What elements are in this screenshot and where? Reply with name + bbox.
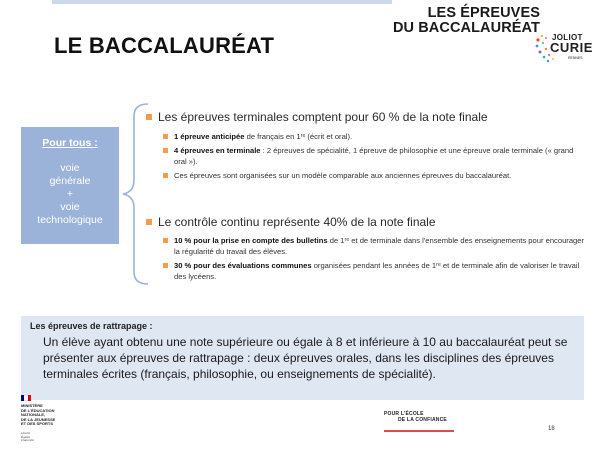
bullet-square-icon [163,134,168,139]
audience-line: + [66,188,74,200]
rattrapage-title: Les épreuves de rattrapage : [30,321,153,331]
page-number: 18 [548,426,555,432]
audience-box [21,127,119,244]
republic-motto: Liberté Égalité Fraternité [21,431,34,442]
logo-text-rennes: RENNES [568,56,583,60]
corner-title [393,6,540,36]
ministry-logo [21,395,81,445]
section-terminales-title: Les épreuves terminales comptent pour 60 % de la note finale [146,110,586,125]
section-terminales [146,110,586,181]
ecole-confiance-logo [384,411,464,433]
audience-line: voie [60,201,80,213]
rattrapage-body: Un élève ayant obtenu une note supérieure ou égale à 8 et inférieure à 10 au baccalauréat peut se présenter aux épreuves de rattrapage : deux épreuves orales, dans les disciplines des épreuves terminales écrites (français, philosophie, ou enseignements de spécialité). [43,335,568,381]
audience-line: générale [49,175,91,187]
bullet-square-icon [163,173,168,178]
rattrapage-panel [21,316,584,400]
list-item: Ces épreuves sont organisées sur un modèle comparable aux anciennes épreuves du baccalauréat. [146,170,586,181]
bullet-square-icon [146,114,152,120]
logo-text-curie: CURIE [550,40,593,55]
ecole-line2: DE LA CONFIANCE [398,417,447,423]
bullet-square-icon [163,148,168,153]
bullet-square-icon [163,238,168,243]
audience-heading: Pour tous : [42,137,98,149]
joliot-curie-logo [534,30,592,66]
audience-line: voie [60,162,80,174]
list-item: 1 épreuve anticipée de français en 1ʳᵉ (écrit et oral). [146,131,586,142]
bullet-square-icon [163,263,168,268]
list-item: 30 % pour des évaluations communes organisées pendant les années de 1ʳᵉ et de terminale afin de valoriser le travail des lycéens. [146,260,586,282]
logo-text-joliot: JOLIOT [552,33,583,42]
top-decorative-bar [52,0,392,4]
ecole-underline [384,430,454,432]
audience-line: technologique [37,214,103,226]
corner-title-line1: LES ÉPREUVES [427,5,540,21]
list-item: 4 épreuves en terminale : 2 épreuves de spécialité, 1 épreuve de philosophie et une épreuve orale terminale (« grand oral »). [146,145,586,167]
section-controle-continu [146,215,586,282]
ecole-line1: POUR L'ÉCOLE [384,411,424,417]
section-controle-title: Le contrôle continu représente 40% de la note finale [146,215,586,230]
bullet-square-icon [146,219,152,225]
ministry-name: MINISTÈRE DE L'ÉDUCATION NATIONALE, DE LA JEUNESSE ET DES SPORTS [21,403,56,427]
page-title: LE BACCALAURÉAT [54,33,275,58]
corner-title-line2: DU BACCALAURÉAT [392,20,540,36]
list-item: 10 % pour la prise en compte des bulletins de 1ʳᵉ et de terminale dans l'ensemble des enseignements pour encourager la régularité du travail des élèves. [146,235,586,257]
french-flag-icon [21,395,31,401]
